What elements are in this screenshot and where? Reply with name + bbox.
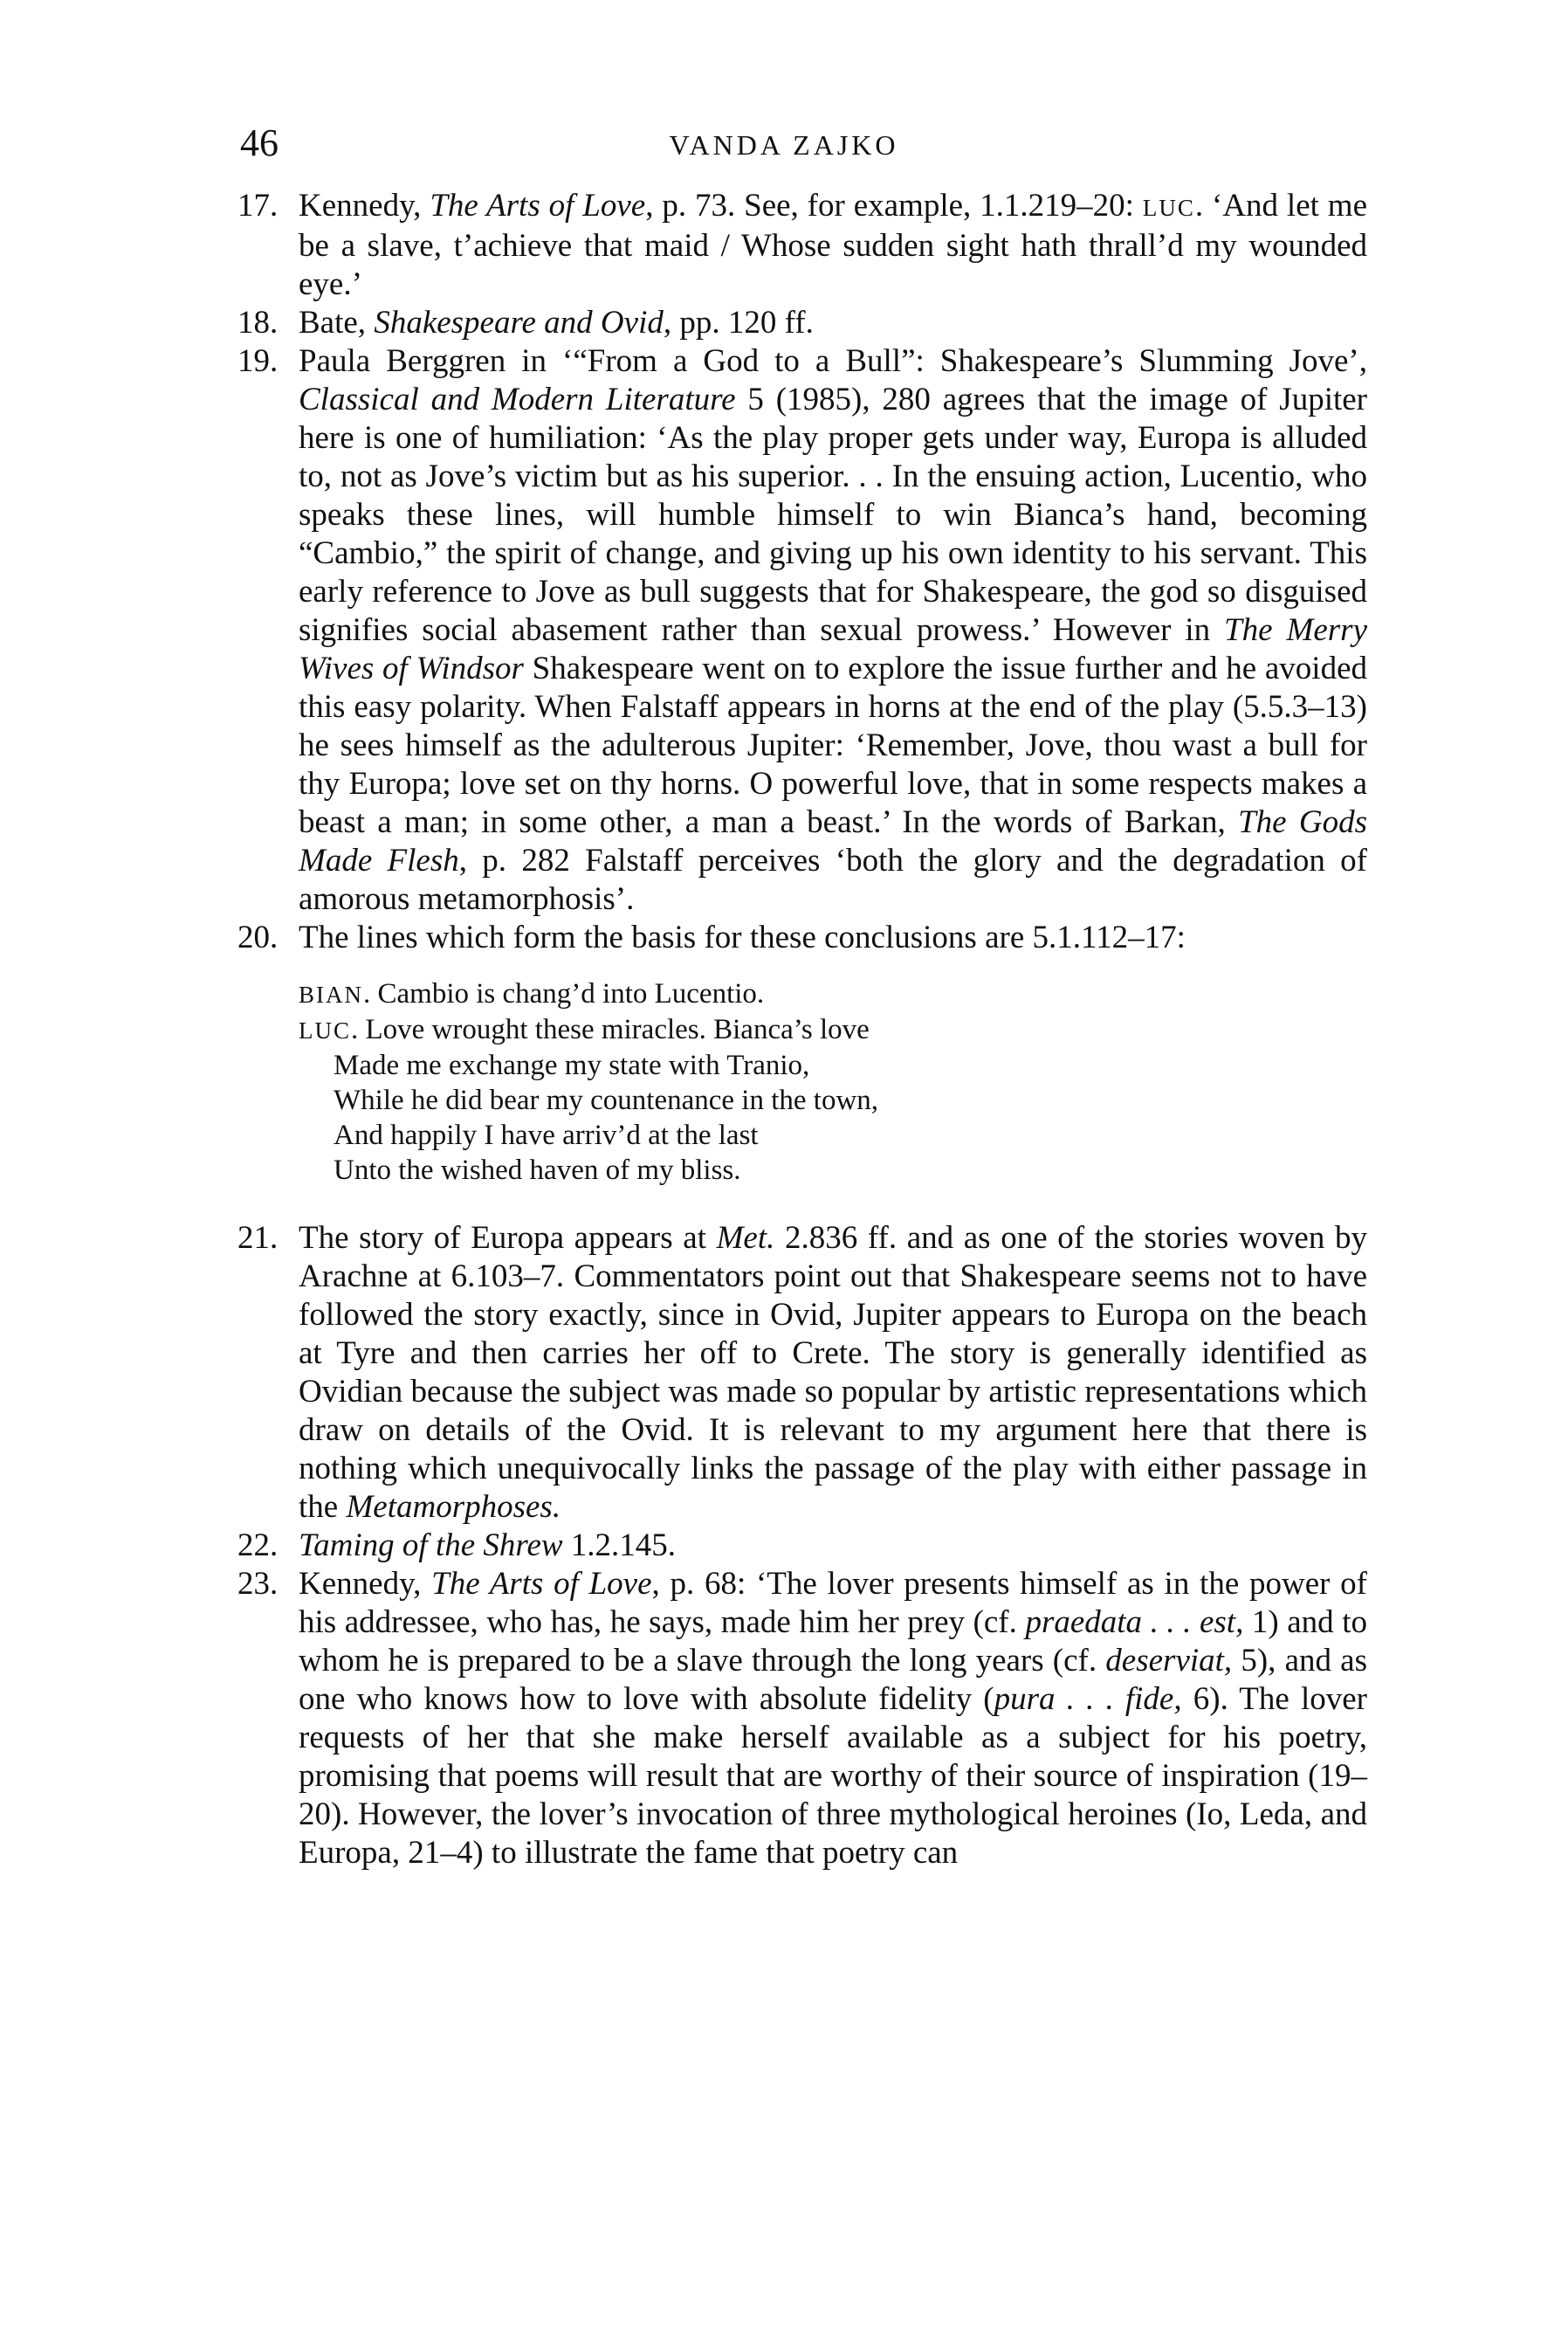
cited-title: Met. xyxy=(716,1220,775,1256)
text-run: . Cambio is chang’d into Lucentio. xyxy=(363,978,765,1010)
note-number: 23. xyxy=(237,1566,279,1602)
note-number: 20. xyxy=(237,920,279,955)
note-text xyxy=(299,1219,1367,1527)
text-run: Kennedy, xyxy=(299,1566,432,1602)
verse-quotation xyxy=(299,976,1367,1188)
latin-quote: deserviat, xyxy=(1105,1643,1233,1679)
note-text xyxy=(299,1565,1367,1872)
note-number: 22. xyxy=(237,1527,279,1563)
verse-line: While he did bear my countenance in the town, xyxy=(334,1085,879,1116)
text-run: Paula Berggren in ‘“From a God to a Bull”: Shakespeare’s Slumming Jove’, xyxy=(299,343,1367,379)
running-head xyxy=(0,121,1568,166)
note-number: 21. xyxy=(237,1220,279,1256)
cited-title: Shakespeare and Ovid xyxy=(374,305,664,341)
speaker-abbrev: BIAN xyxy=(299,982,363,1008)
note-text xyxy=(299,342,1367,919)
verse-line: Unto the wished haven of my bliss. xyxy=(334,1155,741,1186)
text-run: . Love wrought these miracles. Bianca’s love xyxy=(351,1014,870,1045)
text-run: Shakespeare went on to explore the issue further and he avoided this easy polarity. When Falstaff appears in horns at the end of the play (5.5.3–13) he sees himself as the adulterous Jupiter: ‘Remember, Jove, thou wast a bull for thy Europa; love set on thy horns. O powerful love, that in some respects makes a beast a man; in some other, a man a beast.’ In the words of Barkan, xyxy=(299,651,1367,840)
verse-line xyxy=(299,976,1367,1012)
note-number: 17. xyxy=(237,188,279,224)
latin-quote: pura . . . fide, xyxy=(994,1681,1182,1717)
cited-title: Classical and Modern Literature xyxy=(299,382,736,417)
cited-title: Taming of the Shrew xyxy=(299,1527,563,1563)
verse-line xyxy=(299,1012,1367,1048)
note-text xyxy=(299,1527,1367,1565)
note-text xyxy=(299,187,1367,304)
text-run: , p. 68: ‘The lover presents himself as in the power of his addressee, who has, he says, made him her prey (cf. xyxy=(299,1566,1367,1640)
endnotes xyxy=(237,187,1367,1872)
verse-line: Made me exchange my state with Tranio, xyxy=(334,1050,810,1081)
text-run: 5), and as one who knows how to love with absolute fidelity ( xyxy=(299,1643,1367,1717)
text-run: 2.836 ff. and as one of the stories woven by Arachne at 6.103–7. Commentators point out that Shakespeare seems not to have followed the story exactly, since in Ovid, Jupiter appears to Europa on the beach at Tyre and then carries her off to Crete. The story is generally identified as Ovidian because the subject was made so popular by artistic representations which draw on details of the Ovid. It is relevant to my argument here that there is nothing which unequivocally links the passage of the play with either passage in the xyxy=(299,1220,1367,1525)
cited-title: The Arts of Love xyxy=(431,1566,652,1602)
text-run: , pp. 120 ff. xyxy=(663,305,814,341)
note-17 xyxy=(237,187,1367,304)
note-21 xyxy=(237,1219,1367,1527)
text-run: , p. 73. See, for example, 1.1.219–20: xyxy=(645,188,1143,224)
note-text: The lines which form the basis for these conclusions are 5.1.112–17: xyxy=(299,920,1186,955)
cited-title: Metamorphoses. xyxy=(346,1489,561,1525)
running-head-author: VANDA ZAJKO xyxy=(669,129,899,161)
text-run: Bate, xyxy=(299,305,375,341)
note-20 xyxy=(237,919,1367,957)
text-run: 6). The lover requests of her that she make herself available as a subject for his poetry, promising that poems will result that are worthy of their source of inspiration (19–20). However, the lover’s invocation of three mythological heroines (Io, Leda, and Europa, 21–4) to illustrate the fame that poetry can xyxy=(299,1681,1367,1871)
text-run: 1) and to whom he is prepared to be a slave through the long years (cf. xyxy=(299,1604,1367,1679)
speaker-abbrev: LUC xyxy=(1142,195,1195,221)
note-number: 19. xyxy=(237,343,279,379)
cited-title: The Gods Made Flesh xyxy=(299,804,1367,879)
verse-line: And happily I have arriv’d at the last xyxy=(334,1120,759,1151)
speaker-abbrev: LUC xyxy=(299,1017,351,1044)
text-run: , p. 282 Falstaff perceives ‘both the glory and the degradation of amorous metamorphosis’. xyxy=(299,843,1368,917)
note-22 xyxy=(237,1527,1367,1565)
note-19 xyxy=(237,342,1367,919)
note-18 xyxy=(237,304,1367,342)
text-run: Kennedy, xyxy=(299,188,430,224)
text-run: 5 (1985), 280 agrees that the image of Jupiter here is one of humiliation: ‘As the play proper gets under way, Europa is alluded to, not as Jove’s victim but as his superior. . . In the ensuing action, Lucentio, who speaks these lines, will humble himself to win Bianca’s hand, becoming “Cambio,” the spirit of change, and giving up his own identity to his servant. This early reference to Jove as bull suggests that for Shakespeare, the god so disguised signifies social abasement rather than sexual prowess.’ However in xyxy=(299,382,1367,648)
cited-title: The Merry Wives of Windsor xyxy=(299,612,1367,686)
cited-title: The Arts of Love xyxy=(430,188,646,224)
note-23 xyxy=(237,1565,1367,1872)
note-number: 18. xyxy=(237,305,279,341)
latin-quote: praedata . . . est, xyxy=(1025,1604,1244,1640)
note-text xyxy=(299,304,1367,342)
text-run: . ‘And let me be a slave, t’achieve that maid / Whose sudden sight hath thrall’d my wounded eye.’ xyxy=(299,188,1368,302)
text-run: 1.2.145. xyxy=(562,1527,677,1563)
page-number: 46 xyxy=(240,121,279,164)
text-run: The story of Europa appears at xyxy=(299,1220,717,1256)
